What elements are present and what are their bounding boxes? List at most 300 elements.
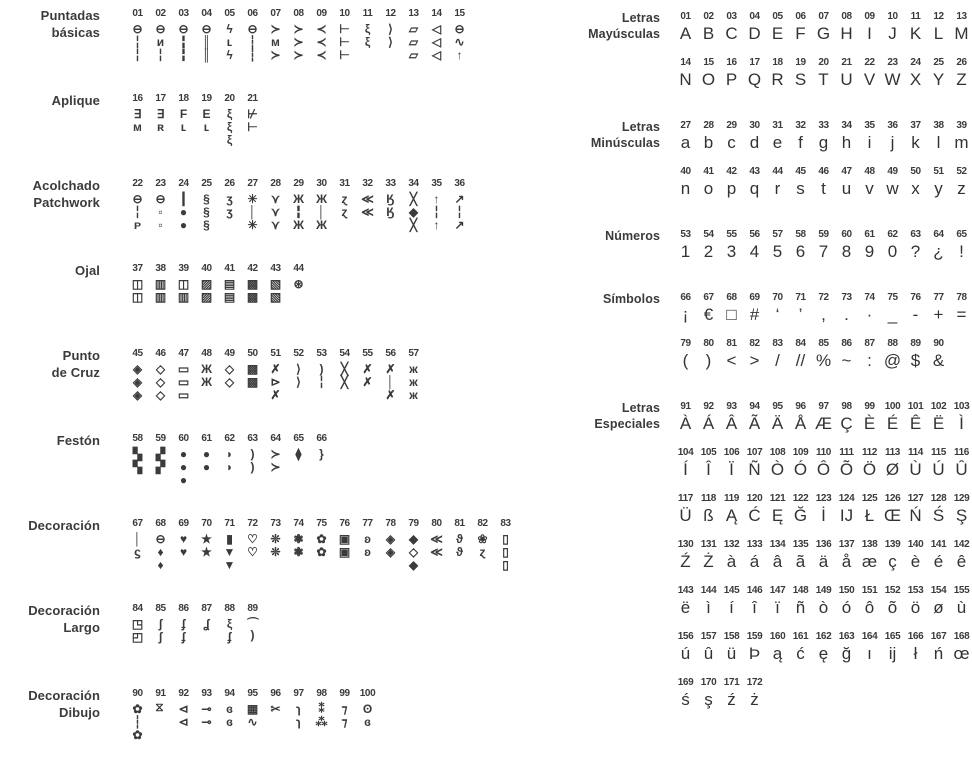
char-number: 163 xyxy=(838,631,855,642)
char-number: 140 xyxy=(907,539,924,550)
char-number: 166 xyxy=(907,631,924,642)
section-label-line: Símbolos xyxy=(602,292,660,306)
stitch-glyph: ⁊⁊ xyxy=(337,702,352,728)
char-cell-41 xyxy=(697,166,720,199)
char-cell-64 xyxy=(927,229,950,262)
stitch-cell-100 xyxy=(356,688,379,749)
char-cell-08 xyxy=(835,11,858,44)
char-number: 31 xyxy=(772,120,783,131)
char-number: 147 xyxy=(769,585,786,596)
stitch-glyph: ╳╳ xyxy=(337,362,352,388)
char-number: 07 xyxy=(818,11,829,22)
char-number: 20 xyxy=(818,57,829,68)
section-label-line: Decoración xyxy=(28,518,100,533)
stitch-cell-38 xyxy=(149,263,172,324)
stitch-cell-39 xyxy=(172,263,195,324)
character-glyph: < xyxy=(726,351,737,370)
char-number: 82 xyxy=(749,338,760,349)
stitch-glyph: ❃❃ xyxy=(291,532,306,558)
char-cell-31 xyxy=(766,120,789,153)
stitch-glyph: ♥♥ xyxy=(176,532,191,558)
char-cell-152 xyxy=(881,585,904,618)
stitch-glyph: ≪≪ xyxy=(429,532,444,558)
stitch-glyph: │ϛ xyxy=(130,532,145,558)
char-number: 01 xyxy=(680,11,691,22)
char-cell-29 xyxy=(720,120,743,153)
char-number: 124 xyxy=(838,493,855,504)
stitch-row xyxy=(126,518,522,579)
stitch-number: 51 xyxy=(270,348,281,359)
char-number: 138 xyxy=(861,539,878,550)
char-number: 44 xyxy=(772,166,783,177)
character-glyph: É xyxy=(886,414,899,433)
stitch-glyph: )╎ xyxy=(314,362,329,388)
char-cell-06 xyxy=(789,11,812,44)
stitch-glyph: ЖЖ xyxy=(199,362,214,388)
section-label-line: Decoración xyxy=(28,603,100,618)
stitch-number: 35 xyxy=(431,178,442,189)
stitch-glyph: ⊖╎╎ xyxy=(130,22,145,61)
character-glyph: ó xyxy=(841,598,852,617)
character-glyph: ñ xyxy=(795,598,806,617)
char-cell-25 xyxy=(927,57,950,90)
char-number: 161 xyxy=(792,631,809,642)
stitch-number: 31 xyxy=(339,178,350,189)
stitch-cell-86 xyxy=(172,603,195,664)
char-cell-62 xyxy=(881,229,904,262)
character-glyph: œ xyxy=(953,644,970,663)
stitch-cell-24 xyxy=(172,178,195,239)
char-number: 17 xyxy=(749,57,760,68)
character-glyph: 7 xyxy=(818,242,829,261)
stitch-rows xyxy=(126,348,522,409)
character-glyph: % xyxy=(815,351,832,370)
character-glyph: h xyxy=(841,133,852,152)
stitch-cell-91 xyxy=(149,688,172,749)
char-cell-24 xyxy=(904,57,927,90)
char-cell-09 xyxy=(858,11,881,44)
char-cell-108 xyxy=(766,447,789,480)
stitch-glyph: ⊖♦♦ xyxy=(153,532,168,571)
char-cell-12 xyxy=(927,11,950,44)
char-cell-167 xyxy=(927,631,950,664)
stitch-number: 15 xyxy=(454,8,465,19)
char-cell-07 xyxy=(812,11,835,44)
character-glyph: Ś xyxy=(932,506,945,525)
stitch-cell-80 xyxy=(425,518,448,579)
stitch-glyph: ⊖∿↑ xyxy=(452,22,467,61)
stitch-glyph: ▭▭▭ xyxy=(176,362,191,401)
char-number: 53 xyxy=(680,229,691,240)
stitch-glyph: ∃ʀ xyxy=(153,107,168,133)
stitch-glyph: Ж╏Ж xyxy=(291,192,306,231)
character-glyph: Ä xyxy=(771,414,784,433)
char-row xyxy=(674,337,972,371)
stitch-number: 72 xyxy=(247,518,258,529)
char-row xyxy=(674,56,972,90)
char-cell-119 xyxy=(720,493,743,526)
char-number: 155 xyxy=(953,585,970,596)
stitch-glyph: ✗⊳✗ xyxy=(268,362,283,401)
char-cell-35 xyxy=(858,120,881,153)
char-cell-157 xyxy=(697,631,720,664)
character-glyph: Å xyxy=(794,414,807,433)
stitch-row xyxy=(126,8,522,69)
character-glyph: ò xyxy=(818,598,829,617)
char-number: 139 xyxy=(884,539,901,550)
stitch-number: 05 xyxy=(224,8,235,19)
char-number: 137 xyxy=(838,539,855,550)
char-rows xyxy=(674,119,972,199)
stitch-section-acolchado-patchwork xyxy=(14,178,522,239)
char-cell-100 xyxy=(881,401,904,434)
stitch-number: 98 xyxy=(316,688,327,699)
char-section-numeros xyxy=(566,228,972,262)
char-row xyxy=(674,446,972,480)
char-number: 149 xyxy=(815,585,832,596)
character-glyph: ğ xyxy=(841,644,852,663)
char-number: 69 xyxy=(749,292,760,303)
stitch-number: 68 xyxy=(155,518,166,529)
section-label xyxy=(566,228,660,244)
char-cell-131 xyxy=(697,539,720,572)
character-glyph: é xyxy=(933,552,944,571)
char-number: 106 xyxy=(723,447,740,458)
stitch-cell-26 xyxy=(218,178,241,239)
stitch-number: 11 xyxy=(362,8,373,19)
stitch-number: 61 xyxy=(201,433,212,444)
stitch-glyph: ɞɞ xyxy=(222,702,237,728)
char-number: 47 xyxy=(841,166,852,177)
char-number: 105 xyxy=(700,447,717,458)
stitch-glyph: ⟩⟩ xyxy=(291,362,306,388)
char-cell-159 xyxy=(743,631,766,664)
stitch-glyph: Fʟ xyxy=(176,107,191,133)
char-cell-95 xyxy=(766,401,789,434)
char-cell-48 xyxy=(858,166,881,199)
stitch-cell-19 xyxy=(195,93,218,154)
stitch-cell-43 xyxy=(264,263,287,324)
section-label xyxy=(566,400,660,433)
char-number: 29 xyxy=(726,120,737,131)
char-cell-45 xyxy=(789,166,812,199)
stitch-cell-83 xyxy=(494,518,517,579)
stitch-number: 18 xyxy=(178,93,189,104)
char-number: 36 xyxy=(887,120,898,131)
stitch-cell-87 xyxy=(195,603,218,664)
char-number: 169 xyxy=(677,677,694,688)
stitch-cell-18 xyxy=(172,93,195,154)
character-glyph: + xyxy=(933,305,944,324)
stitch-number: 39 xyxy=(178,263,189,274)
char-cell-150 xyxy=(835,585,858,618)
char-number: 26 xyxy=(956,57,967,68)
stitch-glyph: ▮▼▼ xyxy=(222,532,237,571)
character-glyph: ć xyxy=(796,644,805,663)
char-cell-127 xyxy=(904,493,927,526)
section-label-line: Dibujo xyxy=(58,704,100,720)
character-glyph: ę xyxy=(818,644,829,663)
stitch-glyph: ◇◇ xyxy=(222,362,237,388)
char-cell-166 xyxy=(904,631,927,664)
stitch-glyph: ✿┆✿ xyxy=(130,702,145,741)
character-glyph: Ź xyxy=(680,552,691,571)
character-glyph: $ xyxy=(910,351,921,370)
char-number: 132 xyxy=(723,539,740,550)
char-number: 145 xyxy=(723,585,740,596)
char-number: 22 xyxy=(864,57,875,68)
char-cell-39 xyxy=(950,120,972,153)
stitch-glyph: ϟʟϟ xyxy=(222,22,237,61)
stitch-cell-85 xyxy=(149,603,172,664)
section-label xyxy=(14,518,100,535)
stitch-number: 40 xyxy=(201,263,212,274)
char-cell-97 xyxy=(812,401,835,434)
section-label xyxy=(566,10,660,43)
char-number: 110 xyxy=(816,447,831,458)
stitch-glyph: ξξ xyxy=(360,22,375,48)
stitch-cell-88 xyxy=(218,603,241,664)
stitch-glyph: } xyxy=(314,447,329,460)
char-cell-103 xyxy=(950,401,972,434)
char-cell-03 xyxy=(720,11,743,44)
section-label xyxy=(566,119,660,152)
char-number: 65 xyxy=(956,229,967,240)
character-glyph: ü xyxy=(726,644,737,663)
stitch-cell-72 xyxy=(241,518,264,579)
stitch-glyph: ↑╎↑ xyxy=(429,192,444,231)
stitch-number: 89 xyxy=(247,603,258,614)
character-glyph: Ş xyxy=(955,506,968,525)
stitch-cell-06 xyxy=(241,8,264,69)
stitch-number: 69 xyxy=(178,518,189,529)
stitch-glyph: ✗✗ xyxy=(360,362,375,388)
stitch-number: 27 xyxy=(247,178,258,189)
stitch-section-decoracion-dibujo xyxy=(14,688,522,749)
stitch-glyph: ⊬⊢ xyxy=(245,107,260,133)
char-number: 05 xyxy=(772,11,783,22)
character-glyph: d xyxy=(749,133,760,152)
stitch-cell-90 xyxy=(126,688,149,749)
stitch-glyph: ɀɀ xyxy=(337,192,352,218)
char-number: 119 xyxy=(724,493,739,504)
section-label xyxy=(566,291,660,307)
stitch-number: 80 xyxy=(431,518,442,529)
character-glyph: ú xyxy=(680,644,691,663)
character-glyph: ä xyxy=(818,552,829,571)
char-cell-01 xyxy=(674,11,697,44)
char-cell-53 xyxy=(674,229,697,262)
stitch-cell-77 xyxy=(356,518,379,579)
char-cell-158 xyxy=(720,631,743,664)
character-glyph: û xyxy=(703,644,714,663)
stitch-cell-69 xyxy=(172,518,195,579)
stitch-glyph: ▨▨ xyxy=(199,277,214,303)
char-number: 43 xyxy=(749,166,760,177)
stitch-number: 06 xyxy=(247,8,258,19)
stitch-number: 55 xyxy=(362,348,373,359)
character-glyph: q xyxy=(749,179,760,198)
char-cell-129 xyxy=(950,493,972,526)
stitch-number: 64 xyxy=(270,433,281,444)
stitch-cell-54 xyxy=(333,348,356,409)
stitch-number: 45 xyxy=(132,348,143,359)
char-number: 55 xyxy=(726,229,737,240)
character-glyph: L xyxy=(933,24,944,43)
character-glyph: I xyxy=(867,24,872,43)
char-cell-63 xyxy=(904,229,927,262)
char-cell-58 xyxy=(789,229,812,262)
character-glyph: à xyxy=(726,552,737,571)
char-number: 102 xyxy=(930,401,947,412)
char-number: 114 xyxy=(908,447,923,458)
stitch-number: 86 xyxy=(178,603,189,614)
character-glyph: l xyxy=(936,133,941,152)
char-number: 68 xyxy=(726,292,737,303)
stitch-glyph: ⧫ xyxy=(291,447,306,460)
stitch-glyph: ⧖ xyxy=(153,702,168,713)
character-glyph: Y xyxy=(932,70,945,89)
char-number: 157 xyxy=(700,631,717,642)
char-cell-156 xyxy=(674,631,697,664)
character-glyph: D xyxy=(748,24,761,43)
character-glyph: _ xyxy=(887,305,898,324)
character-glyph: Œ xyxy=(884,506,901,525)
char-cell-151 xyxy=(858,585,881,618)
stitch-number: 29 xyxy=(293,178,304,189)
char-cell-125 xyxy=(858,493,881,526)
char-cell-114 xyxy=(904,447,927,480)
char-cell-18 xyxy=(766,57,789,90)
stitch-rows xyxy=(126,263,522,324)
character-glyph: Z xyxy=(956,70,967,89)
character-glyph: Ï xyxy=(729,460,734,479)
char-number: 13 xyxy=(956,11,967,22)
character-glyph: ł xyxy=(913,644,918,663)
char-number: 154 xyxy=(930,585,947,596)
char-cell-65 xyxy=(950,229,972,262)
section-label-line: Letras xyxy=(621,11,660,25)
stitch-number: 22 xyxy=(132,178,143,189)
stitch-cell-71 xyxy=(218,518,241,579)
char-number: 171 xyxy=(723,677,740,688)
character-glyph: ß xyxy=(703,506,714,525)
char-cell-37 xyxy=(904,120,927,153)
stitch-number: 32 xyxy=(362,178,373,189)
stitch-glyph: ▥▥ xyxy=(153,277,168,303)
char-number: 167 xyxy=(930,631,947,642)
char-cell-36 xyxy=(881,120,904,153)
char-number: 83 xyxy=(772,338,783,349)
stitch-glyph: ◗◗ xyxy=(222,447,237,473)
stitch-glyph: ▞▞ xyxy=(153,447,168,473)
char-cell-163 xyxy=(835,631,858,664)
character-glyph: IJ xyxy=(839,506,854,525)
character-glyph: y xyxy=(934,179,943,198)
stitch-cell-17 xyxy=(149,93,172,154)
stitch-cell-10 xyxy=(333,8,356,69)
stitch-number: 82 xyxy=(477,518,488,529)
stitch-cell-13 xyxy=(402,8,425,69)
char-number: 111 xyxy=(839,447,854,458)
char-cell-87 xyxy=(858,338,881,371)
character-glyph: F xyxy=(795,24,806,43)
character-glyph: ź xyxy=(727,690,736,709)
char-number: 78 xyxy=(956,292,967,303)
char-number: 75 xyxy=(887,292,898,303)
stitch-number: 30 xyxy=(316,178,327,189)
character-glyph: 9 xyxy=(864,242,875,261)
stitch-glyph: ▱▱▱ xyxy=(406,22,421,61)
char-number: 63 xyxy=(910,229,921,240)
character-glyph: Ñ xyxy=(748,460,761,479)
stitch-cell-45 xyxy=(126,348,149,409)
char-cell-77 xyxy=(927,292,950,325)
char-cell-136 xyxy=(812,539,835,572)
stitch-number: 78 xyxy=(385,518,396,529)
stitch-cell-32 xyxy=(356,178,379,239)
stitch-glyph: ❀ɀ xyxy=(475,532,490,558)
section-label xyxy=(14,433,100,450)
stitch-cell-66 xyxy=(310,433,333,494)
char-section-letras-mayusculas xyxy=(566,10,972,90)
char-number: 71 xyxy=(795,292,806,303)
stitch-cell-95 xyxy=(241,688,264,749)
stitch-rows xyxy=(126,8,522,69)
char-cell-26 xyxy=(950,57,972,90)
char-cell-134 xyxy=(766,539,789,572)
char-number: 156 xyxy=(677,631,694,642)
char-cell-93 xyxy=(720,401,743,434)
char-cell-83 xyxy=(766,338,789,371)
char-number: 126 xyxy=(884,493,901,504)
character-glyph: È xyxy=(863,414,876,433)
character-glyph: = xyxy=(956,305,967,324)
stitch-cell-44 xyxy=(287,263,310,324)
char-number: 148 xyxy=(792,585,809,596)
char-cell-164 xyxy=(858,631,881,664)
character-glyph: Ë xyxy=(932,414,945,433)
char-cell-30 xyxy=(743,120,766,153)
char-cell-144 xyxy=(697,585,720,618)
stitch-row xyxy=(126,178,522,239)
stitch-glyph: ⟩⟩ xyxy=(383,22,398,48)
character-glyph: € xyxy=(703,305,714,324)
char-number: 08 xyxy=(841,11,852,22)
char-number: 46 xyxy=(818,166,829,177)
stitch-section-puntadas-basicas xyxy=(14,8,522,69)
char-cell-05 xyxy=(766,11,789,44)
stitch-glyph: )) xyxy=(245,447,260,473)
character-glyph: Ú xyxy=(932,460,945,479)
char-number: 09 xyxy=(864,11,875,22)
char-number: 151 xyxy=(861,585,878,596)
char-cell-118 xyxy=(697,493,720,526)
stitch-number: 52 xyxy=(293,348,304,359)
section-label-line: Festón xyxy=(56,433,100,448)
stitch-number: 77 xyxy=(362,518,373,529)
stitch-cell-37 xyxy=(126,263,149,324)
stitch-number: 20 xyxy=(224,93,235,104)
section-label xyxy=(14,8,100,42)
char-number: 141 xyxy=(930,539,947,550)
character-glyph: Í xyxy=(683,460,688,479)
char-cell-147 xyxy=(766,585,789,618)
char-number: 80 xyxy=(703,338,714,349)
stitch-number: 75 xyxy=(316,518,327,529)
char-cell-20 xyxy=(812,57,835,90)
stitch-rows xyxy=(126,518,522,579)
